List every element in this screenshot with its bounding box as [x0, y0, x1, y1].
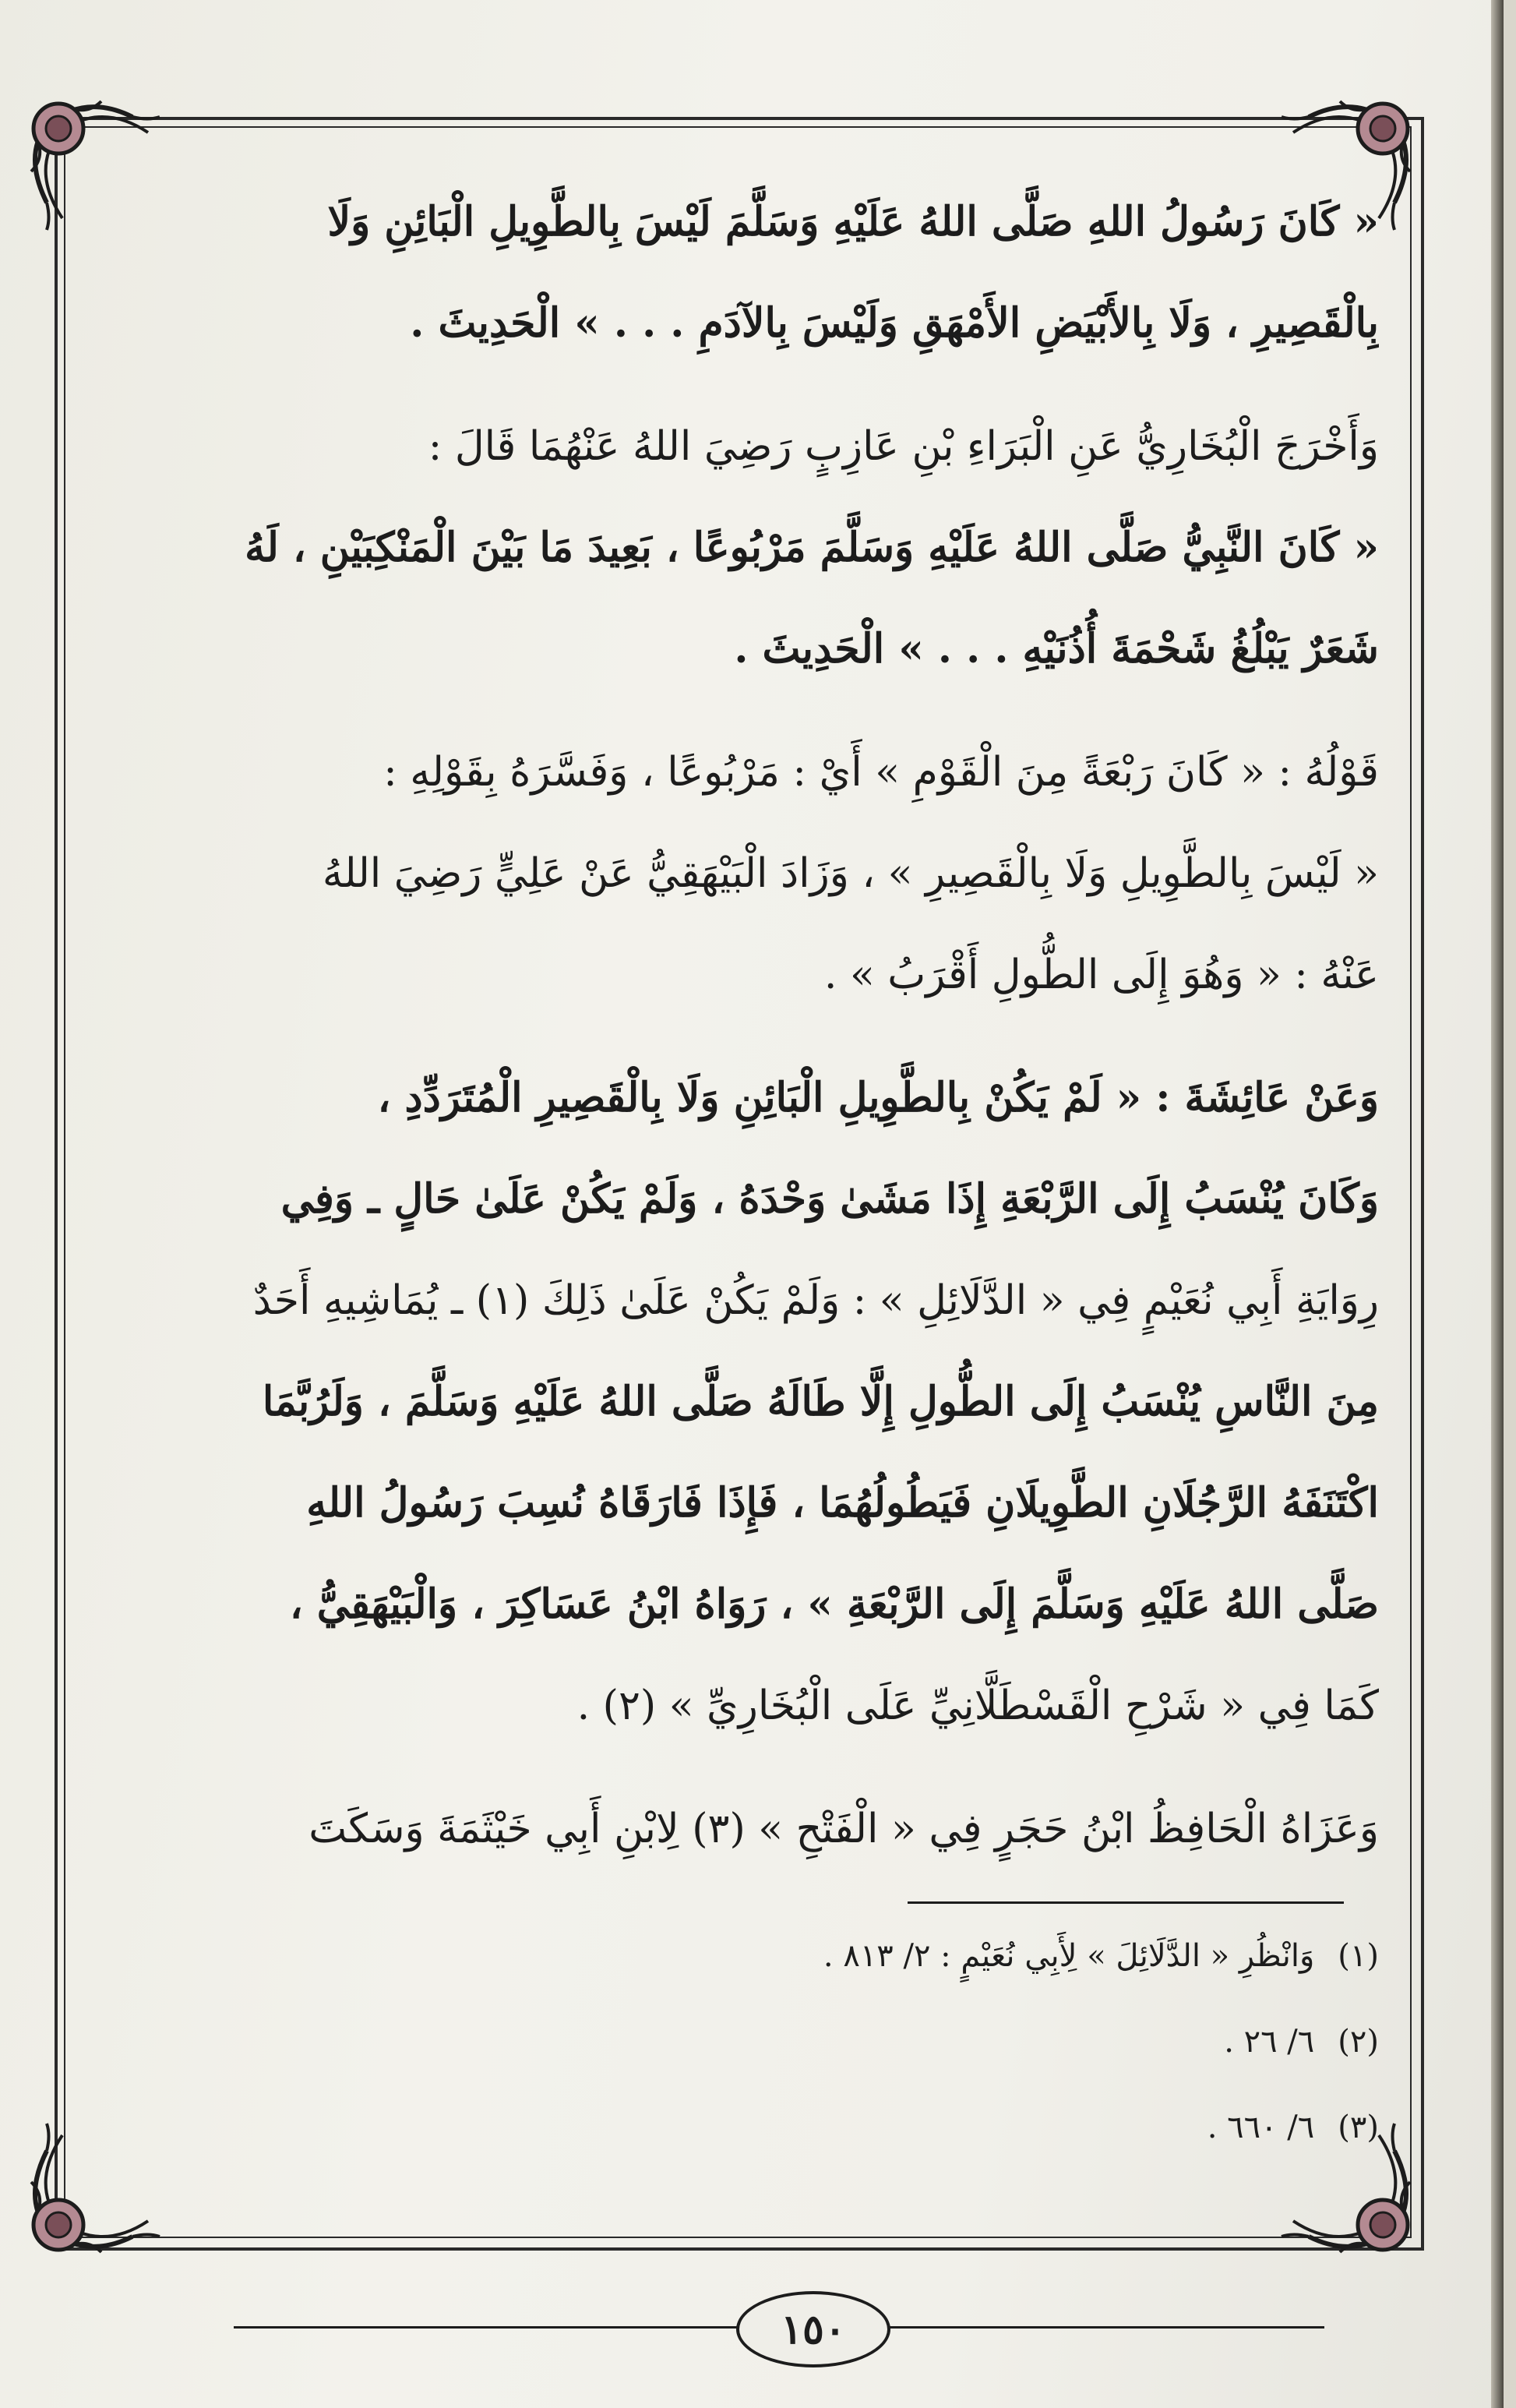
- text-line: شَعَرٌ يَبْلُغُ شَحْمَةَ أُذُنَيْهِ . . . » الْحَدِيثَ .: [734, 625, 1379, 673]
- text-line: اكْتَنَفَهُ الرَّجُلَانِ الطَّوِيلَانِ فَيَطُولُهُمَا ، فَإِذَا فَارَقَاهُ نُسِبَ رَسُولُ اللهِ: [306, 1479, 1379, 1527]
- body-text: [117, 171, 1379, 1880]
- text-line: كَمَا فِي « شَرْحِ الْقَسْطَلَّانِيِّ عَلَى الْبُخَارِيِّ » (٢) .: [576, 1682, 1379, 1729]
- text-line: قَوْلُهُ : « كَانَ رَبْعَةً مِنَ الْقَوْمِ » أَيْ : مَرْبُوعًا ، وَفَسَّرَهُ بِقَوْلِهِ :: [383, 749, 1379, 796]
- text-line: وَكَانَ يُنْسَبُ إِلَى الرَّبْعَةِ إِذَا مَشَىٰ وَحْدَهُ ، وَلَمْ يَكُنْ عَلَىٰ حَالٍ ـ وَفِي: [280, 1175, 1379, 1223]
- footnote-number: (١): [1338, 1938, 1379, 1974]
- text-line: وَعَنْ عَائِشَةَ : « لَمْ يَكُنْ بِالطَّوِيلِ الْبَائِنِ وَلَا بِالْقَصِيرِ الْمُتَرَدِّدِ ،: [377, 1074, 1379, 1121]
- text-line: عَنْهُ : « وَهُوَ إِلَى الطُّولِ أَقْرَبُ » .: [823, 952, 1379, 998]
- page-number: ١٥٠: [736, 2291, 890, 2367]
- text-line: « لَيْسَ بِالطَّوِيلِ وَلَا بِالْقَصِيرِ » ، وَزَادَ الْبَيْهَقِيُّ عَنْ عَلِيٍّ رَضِيَ اللهُ: [322, 850, 1379, 897]
- footnote-number: (٢): [1338, 2024, 1379, 2060]
- footnote-text: ٦/ ٢٦ .: [1224, 2024, 1315, 2060]
- text-line: مِنَ النَّاسِ يُنْسَبُ إِلَى الطُّولِ إِلَّا طَالَهُ صَلَّى اللهُ عَلَيْهِ وَسَلَّمَ ، وَلَرُبَّمَا: [262, 1378, 1379, 1425]
- text-line: وَعَزَاهُ الْحَافِظُ ابْنُ حَجَرٍ فِي « الْفَتْحِ » (٣) لِابْنِ أَبِي خَيْثَمَةَ وَسَكَتَ: [308, 1806, 1379, 1852]
- footnote-item: [117, 1999, 1379, 2085]
- text-line: « كَانَ رَسُولُ اللهِ صَلَّى اللهُ عَلَيْهِ وَسَلَّمَ لَيْسَ بِالطَّوِيلِ الْبَائِنِ وَلَا: [327, 198, 1379, 245]
- text-line: رِوَايَةِ أَبِي نُعَيْمٍ فِي « الدَّلَائِلِ » : وَلَمْ يَكُنْ عَلَىٰ ذَلِكَ (١) ـ يُمَاشِيهِ أَحَدٌ: [252, 1277, 1379, 1324]
- footnote-number: (٣): [1338, 2110, 1379, 2145]
- text-line: بِالْقَصِيرِ ، وَلَا بِالأَبْيَضِ الأَمْهَقِ وَلَيْسَ بِالآدَمِ . . . » الْحَدِيثَ .: [410, 299, 1379, 347]
- text-line: صَلَّى اللهُ عَلَيْهِ وَسَلَّمَ إِلَى الرَّبْعَةِ » ، رَوَاهُ ابْنُ عَسَاكِرَ ، وَالْبَيْهَقِيُّ ،: [289, 1580, 1379, 1628]
- text-line: وَأَخْرَجَ الْبُخَارِيُّ عَنِ الْبَرَاءِ بْنِ عَازِبٍ رَضِيَ اللهُ عَنْهُمَا قَالَ :: [428, 423, 1379, 470]
- footnotes: [117, 1913, 1379, 2170]
- footnote-item: [117, 2085, 1379, 2170]
- footnote-text: ٦/ ٦٦٠ .: [1207, 2110, 1315, 2145]
- footnote-text: وَانْظُرِ « الدَّلَائِلَ » لِأَبِي نُعَيْمٍ : ٢/ ٨١٣ .: [823, 1938, 1315, 1974]
- text-line: « كَانَ النَّبِيُّ صَلَّى اللهُ عَلَيْهِ وَسَلَّمَ مَرْبُوعًا ، بَعِيدَ مَا بَيْنَ الْمَنْكِبَيْنِ ، لَهُ: [245, 524, 1379, 571]
- footnote-item: [117, 1913, 1379, 1999]
- page-edge-shadow: [1491, 0, 1504, 2408]
- footnote-separator: [908, 1901, 1344, 1904]
